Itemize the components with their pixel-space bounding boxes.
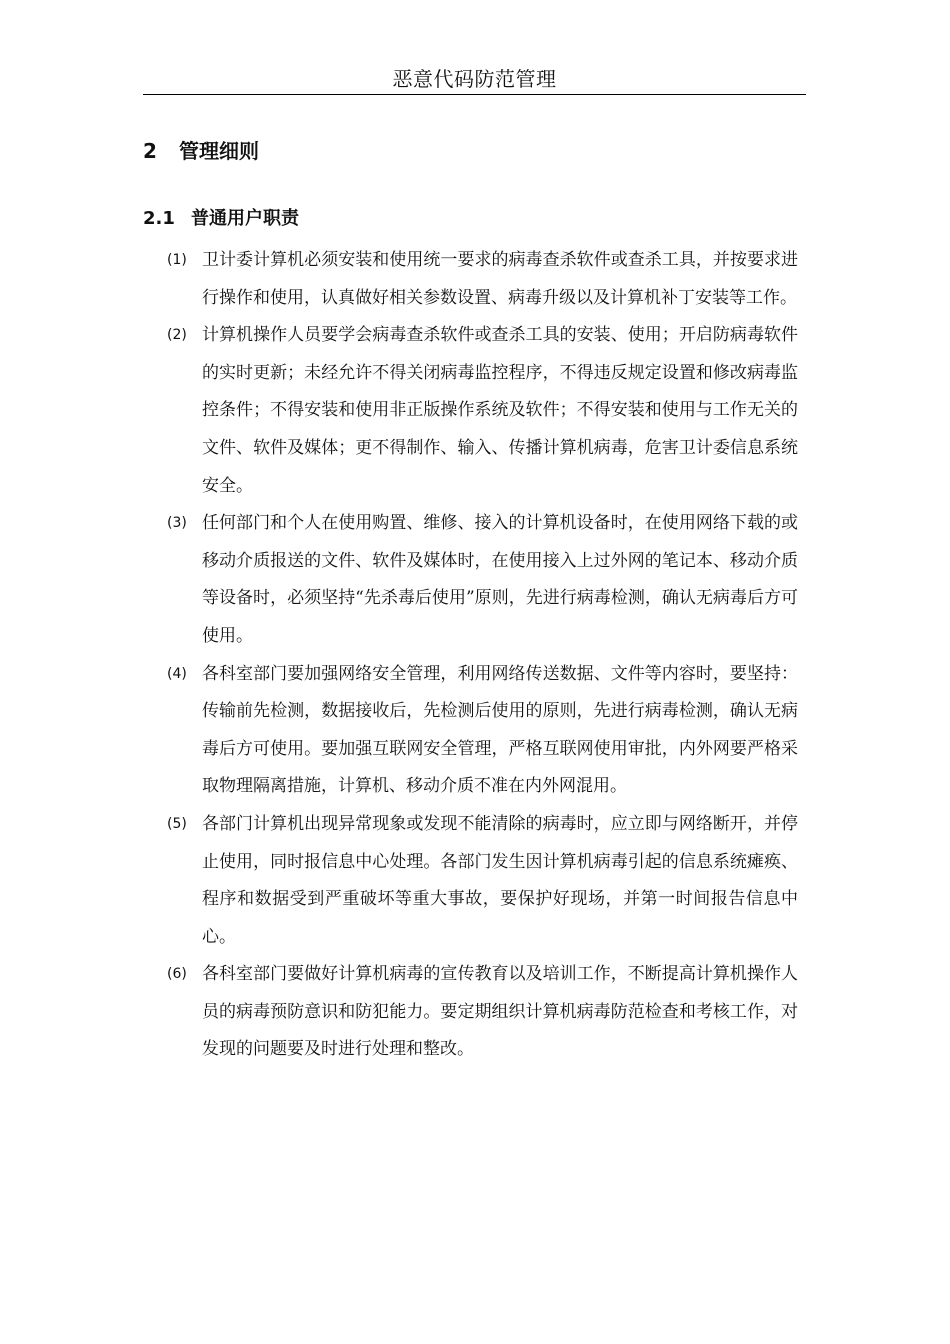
- list-item: [0, 806, 798, 956]
- list-item: [0, 956, 798, 1069]
- list-item-number: (4): [167, 665, 187, 682]
- list-item: [0, 242, 798, 317]
- subsection-number: 2.1: [143, 208, 175, 229]
- section-heading: [143, 136, 259, 166]
- section-title: 管理细则: [179, 139, 259, 163]
- list-item-text: 各部门计算机出现异常现象或发现不能清除的病毒时，应立即与网络断开，并停止使用，同时报信息中心处理。各部门发生因计算机病毒引起的信息系统瘫痪、程序和数据受到严重破坏等重大事故，要保护好现场，并第一时间报告信息中心。: [202, 813, 798, 947]
- subsection-title: 普通用户职责: [191, 208, 299, 229]
- list-item-text: 各科室部门要加强网络安全管理，利用网络传送数据、文件等内容时，要坚持：传输前先检测，数据接收后，先检测后使用的原则，先进行病毒检测，确认无病毒后方可使用。要加强互联网安全管理，严格互联网使用审批，内外网要严格采取物理隔离措施，计算机、移动介质不准在内外网混用。: [202, 663, 798, 797]
- subsection-heading: [143, 204, 299, 234]
- list-item-number: (3): [167, 515, 187, 532]
- duty-list: [0, 242, 950, 1069]
- list-item-number: (2): [167, 327, 187, 344]
- list-item-number: (5): [167, 815, 187, 832]
- section-number: 2: [143, 139, 157, 163]
- list-item-text: 任何部门和个人在使用购置、维修、接入的计算机设备时，在使用网络下载的或移动介质报送的文件、软件及媒体时，在使用接入上过外网的笔记本、移动介质等设备时，必须坚持“先杀毒后使用”原则，先进行病毒检测，确认无病毒后方可使用。: [202, 513, 798, 646]
- list-item-text: 计算机操作人员要学会病毒查杀软件或查杀工具的安装、使用；开启防病毒软件的实时更新；未经允许不得关闭病毒监控程序，不得违反规定设置和修改病毒监控条件；不得安装和使用非正版操作系统及软件；不得安装和使用与工作无关的文件、软件及媒体；更不得制作、输入、传播计算机病毒，危害卫计委信息系统安全。: [202, 325, 798, 496]
- list-item-number: (1): [167, 252, 187, 268]
- list-item-number: (6): [167, 966, 187, 983]
- list-item: [0, 656, 798, 806]
- page-header: [143, 64, 806, 95]
- page-header-title: 恶意代码防范管理: [392, 67, 557, 91]
- list-item: [0, 505, 798, 655]
- list-item-text: 卫计委计算机必须安装和使用统一要求的病毒查杀软件或查杀工具，并按要求进行操作和使用，认真做好相关参数设置、病毒升级以及计算机补丁安装等工作。: [202, 250, 798, 308]
- list-item-text: 各科室部门要做好计算机病毒的宣传教育以及培训工作，不断提高计算机操作人员的病毒预防意识和防犯能力。要定期组织计算机病毒防范检查和考核工作，对发现的问题要及时进行处理和整改。: [202, 964, 798, 1060]
- list-item: [0, 317, 798, 505]
